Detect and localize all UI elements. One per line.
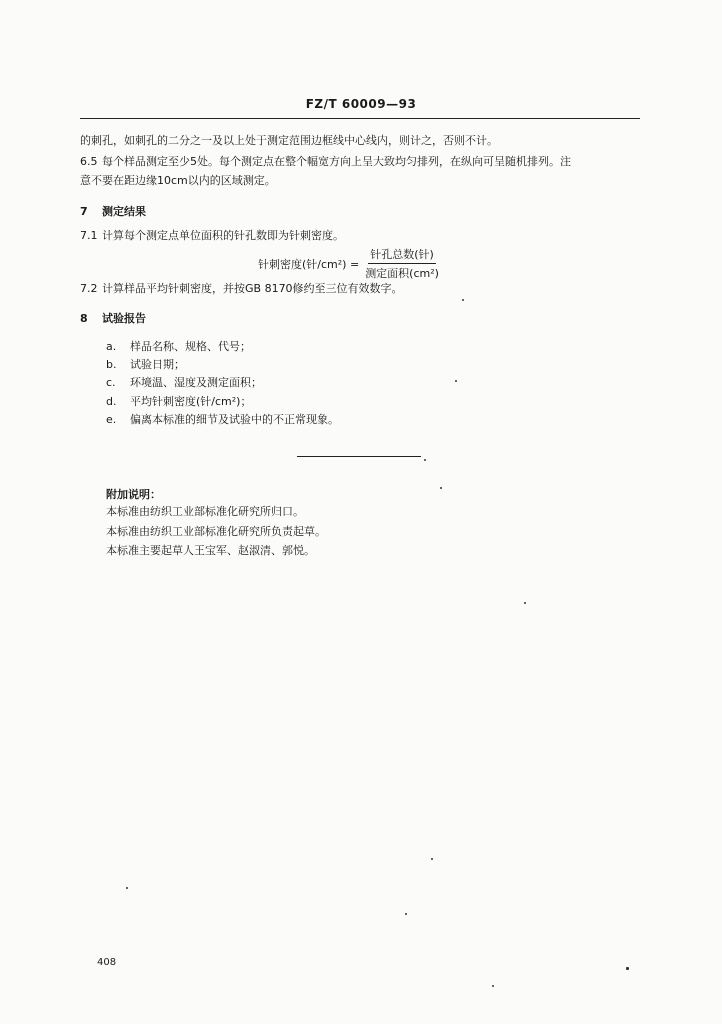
list-marker: a. (106, 340, 117, 353)
list-item (106, 338, 251, 354)
list-text: 样品名称、规格、代号； (130, 340, 251, 353)
clause-number: 7.2 (80, 282, 98, 295)
section-title: 试验报告 (102, 312, 146, 325)
scan-speck (405, 913, 407, 915)
section-7-heading (80, 203, 146, 219)
continuation-line: 的刺孔，如刺孔的二分之一及以上处于测定范围边框线中心线内，则计之，否则不计。 (80, 134, 498, 147)
clause-text: 每个样品测定至少5处。每个测定点在整个幅宽方向上呈大致均匀排列，在纵向可呈随机排列。注 (102, 155, 571, 168)
list-text: 平均针刺密度(针/cm²)； (130, 395, 252, 408)
note-line: 本标准由纺织工业部标准化研究所负责起草。 (106, 525, 326, 538)
additional-notes-title: 附加说明： (106, 488, 161, 501)
clause-text: 计算样品平均针刺密度，并按GB 8170修约至三位有效数字。 (102, 282, 403, 295)
list-item (106, 411, 339, 427)
note-line: 本标准由纺织工业部标准化研究所归口。 (106, 505, 304, 518)
density-formula (258, 246, 441, 281)
clause-number: 6.5 (80, 155, 98, 168)
list-item (106, 374, 262, 390)
scan-speck (462, 299, 464, 301)
header-rule (80, 118, 640, 119)
list-item (106, 356, 185, 372)
end-separator-line (297, 456, 421, 457)
scan-speck (455, 380, 457, 382)
section-8-heading (80, 310, 146, 326)
formula-denominator: 测定面积(cm²) (365, 267, 439, 280)
clause-7-2 (80, 282, 403, 296)
scan-speck (440, 487, 442, 489)
list-marker: c. (106, 376, 116, 389)
list-marker: e. (106, 413, 117, 426)
scan-speck (626, 967, 629, 970)
list-marker: d. (106, 395, 117, 408)
clause-6-5-cont: 意不要在距边缘10cm以内的区域测定。 (80, 174, 276, 187)
list-item (106, 393, 251, 409)
list-text: 环境温、湿度及测定面积； (130, 376, 262, 389)
scan-speck (524, 602, 526, 604)
formula-numerator: 针孔总数(针) (368, 246, 436, 264)
clause-6-5 (80, 155, 571, 169)
scan-speck (431, 858, 433, 860)
scan-speck (424, 459, 426, 461)
section-number: 8 (80, 312, 88, 325)
scan-speck (492, 985, 494, 987)
list-text: 偏离本标准的细节及试验中的不正常现象。 (130, 413, 339, 426)
standard-code-header: FZ/T 60009—93 (305, 97, 417, 111)
list-marker: b. (106, 358, 117, 371)
formula-lhs: 针刺密度(针/cm²) = (258, 257, 360, 271)
scan-speck (126, 887, 128, 889)
page-number: 408 (97, 957, 117, 968)
clause-text: 计算每个测定点单位面积的针孔数即为针刺密度。 (102, 229, 344, 242)
section-title: 测定结果 (102, 205, 146, 218)
section-number: 7 (80, 205, 88, 218)
formula-fraction (363, 246, 441, 281)
list-text: 试验日期； (130, 358, 185, 371)
clause-7-1 (80, 229, 344, 243)
clause-number: 7.1 (80, 229, 98, 242)
note-line: 本标准主要起草人王宝军、赵淑清、郭悦。 (106, 544, 315, 557)
